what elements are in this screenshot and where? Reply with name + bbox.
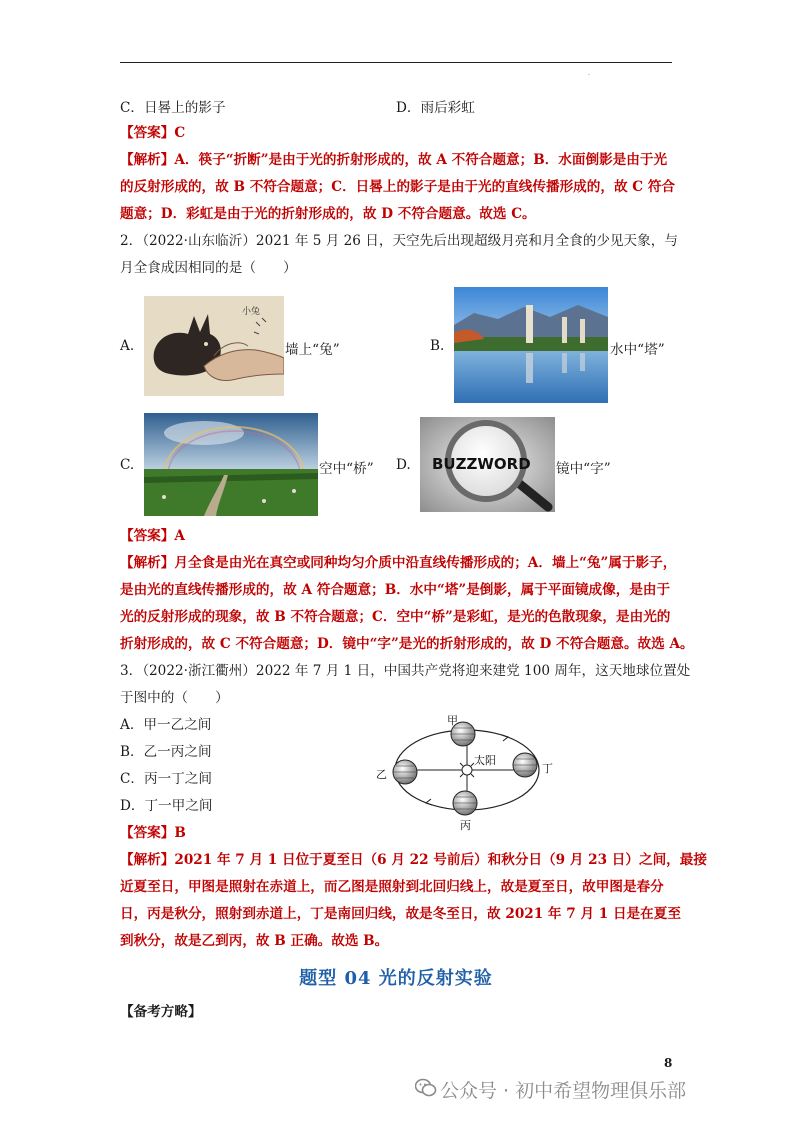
page-number: 8 bbox=[664, 1056, 673, 1070]
q3-option-b: B．乙一丙之间 bbox=[120, 744, 212, 760]
position-jia-label: 甲 bbox=[447, 714, 458, 727]
q2-option-b-caption: 水中“塔” bbox=[610, 342, 665, 358]
q1-option-d: D．雨后彩虹 bbox=[396, 100, 475, 116]
magnifier-word-image bbox=[420, 417, 555, 512]
buzzword-text: BUZZWORD bbox=[432, 455, 531, 473]
section-title: 题型 04 光的反射实验 bbox=[299, 968, 493, 989]
q2-option-d-letter: D. bbox=[396, 457, 411, 473]
position-yi-label: 乙 bbox=[376, 768, 387, 781]
q2-option-c-caption: 空中“桥” bbox=[319, 461, 374, 477]
q2-analysis-line-1: 【解析】月全食是由光在真空或同种均匀介质中沿直线传播形成的；A．墙上“兔”属于影子， bbox=[120, 555, 677, 571]
q2-answer: 【答案】A bbox=[120, 528, 185, 544]
q3-analysis-line-3: 日，丙是秋分，照射到赤道上，丁是南回归线，故是冬至日，故 2021 年 7 月 1 日是在夏至 bbox=[120, 906, 681, 922]
position-bing-label: 丙 bbox=[460, 819, 471, 832]
q2-option-d-caption: 镜中“字” bbox=[556, 461, 611, 477]
q2-analysis-line-2: 是由光的直线传播形成的，故 A 符合题意；B．水中“塔”是倒影，属于平面镜成像，是由于 bbox=[120, 582, 671, 598]
q3-option-a: A．甲一乙之间 bbox=[120, 717, 212, 733]
q1-analysis-line-1: 【解析】A．筷子“折断”是由于光的折射形成的，故 A 不符合题意；B．水面倒影是由于光 bbox=[120, 152, 668, 168]
q2-option-a-caption: 墙上“兔” bbox=[285, 342, 340, 358]
q3-analysis-line-4: 到秋分，故是乙到丙，故 B 正确。故选 B。 bbox=[120, 933, 389, 949]
sun-label: 太阳 bbox=[474, 754, 496, 767]
q3-answer: 【答案】B bbox=[120, 825, 186, 841]
header-rule bbox=[120, 62, 672, 63]
q3-stem-line-1: 3．（2022·浙江衢州）2022 年 7 月 1 日，中国共产党将迎来建党 100 周年，这天地球位置处 bbox=[120, 663, 691, 679]
q2-option-b-letter: B. bbox=[430, 338, 445, 354]
wechat-icon bbox=[415, 1078, 437, 1098]
position-ding-label: 丁 bbox=[542, 762, 553, 775]
rabbit-note-text: 小兔 bbox=[242, 307, 261, 317]
q2-analysis-line-4: 折射形成的，故 C 不符合题意；D．镜中“字”是光的折射形成的，故 D 不符合题意。故选 A。 bbox=[120, 636, 694, 652]
q1-answer: 【答案】C bbox=[120, 125, 186, 141]
earth-orbit-diagram bbox=[372, 708, 562, 834]
q3-analysis-line-2: 近夏至日，甲图是照射在赤道上，而乙图是照射到北回归线上，故是夏至日，故甲图是春分 bbox=[120, 879, 664, 895]
header-dot: . bbox=[588, 70, 590, 77]
rainbow-image bbox=[144, 413, 318, 516]
rabbit-shadow-image bbox=[144, 296, 284, 396]
q2-option-c-letter: C. bbox=[120, 457, 135, 473]
prep-strategy-tag: 【备考方略】 bbox=[120, 1004, 202, 1020]
q1-analysis-line-2: 的反射形成的，故 B 不符合题意；C．日晷上的影子是由于光的直线传播形成的，故 C 符合 bbox=[120, 179, 676, 195]
q1-analysis-line-3: 题意；D．彩虹是由于光的折射形成的，故 D 不符合题意。故选 C。 bbox=[120, 206, 536, 222]
q2-stem-line-1: 2．（2022·山东临沂）2021 年 5 月 26 日，天空先后出现超级月亮和月全食的少见天象，与 bbox=[120, 233, 678, 249]
pagoda-reflection-image bbox=[454, 287, 608, 403]
q3-option-c: C．丙一丁之间 bbox=[120, 771, 212, 787]
q3-analysis-line-1: 【解析】2021 年 7 月 1 日位于夏至日（6 月 22 号前后）和秋分日（9 月 23 日）之间，最接 bbox=[120, 852, 707, 868]
q2-stem-line-2: 月全食成因相同的是（ ） bbox=[120, 260, 297, 276]
q3-stem-line-2: 于图中的（ ） bbox=[120, 690, 229, 706]
watermark-text: 公众号 · 初中希望物理俱乐部 bbox=[440, 1080, 687, 1102]
q3-option-d: D．丁一甲之间 bbox=[120, 798, 213, 814]
q1-option-c: C．日晷上的影子 bbox=[120, 100, 226, 116]
q2-analysis-line-3: 光的反射形成的现象，故 B 不符合题意；C．空中“桥”是彩虹，是光的色散现象，是由光的 bbox=[120, 609, 671, 625]
q2-option-a-letter: A. bbox=[120, 338, 135, 354]
